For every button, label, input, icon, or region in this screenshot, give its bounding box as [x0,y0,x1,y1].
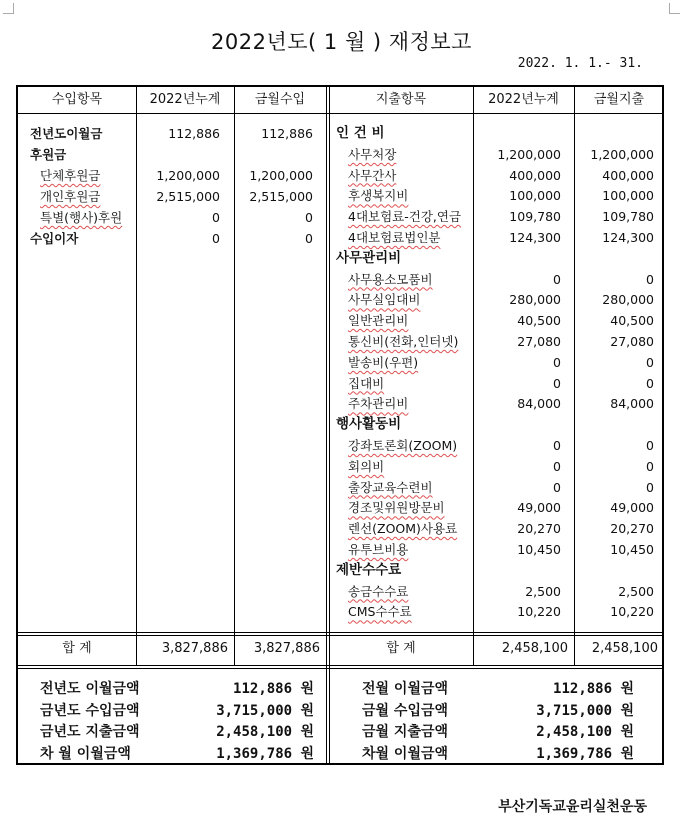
expense-item-label: 4대보험료-건강,연금 [348,209,462,225]
expense-row [18,310,662,331]
header-expense-month: 금월지출 [593,92,645,107]
income-item-label: 특별(행사)후원 [40,210,123,225]
summary-right-label: 전월 이월금액 [362,681,449,697]
expense-row [18,289,662,310]
expense-item-label: 일반관리비 [348,313,409,329]
expense-item-label: 제반수수료 [336,561,402,578]
expense-cum-value: 124,300 [509,230,561,245]
income-item-label: 전년도이월금 [30,126,103,141]
page-corner-mark-left [3,3,14,14]
expense-item-label: 사무용소모품비 [348,271,433,287]
expense-cum-value: 0 [553,458,561,474]
expense-row [18,518,662,539]
expense-row [18,227,662,248]
summary-left-value: 3,715,000 원 [216,702,314,719]
header-expense-item: 지출항목 [375,92,427,107]
expense-row [18,414,662,435]
expense-cum-value: 0 [553,354,561,370]
expense-cum-value: 0 [553,438,561,453]
expense-cum-value: 0 [553,375,561,391]
expense-row [18,560,662,581]
summary-right-label: 금월 수입금액 [362,702,449,719]
expense-item-label: 강좌토론회(ZOOM) [348,438,458,453]
expense-row [18,248,662,269]
report-title: 2022년도( 1 월 ) 재정보고 [211,30,472,54]
summary-left-label: 전년도 이월금액 [40,681,140,697]
expense-month-value: 0 [646,354,654,370]
expense-month-value: 40,500 [610,313,654,329]
expense-row [18,393,662,414]
income-item-label: 후원금 [30,147,67,162]
expense-month-value: 10,450 [610,542,654,557]
income-total-month: 3,827,886 [253,641,320,656]
expense-cum-value: 20,270 [517,521,561,537]
summary-left-value: 1,369,786 원 [216,745,314,762]
expense-cum-value: 0 [553,271,561,287]
expense-item-label: 인 건 비 [336,125,385,141]
expense-cum-value: 27,080 [517,334,561,349]
expense-row [18,331,662,352]
expense-cum-value: 100,000 [509,188,561,204]
expense-cum-value: 1,200,000 [497,146,561,162]
header-income-month: 금월수입 [254,92,306,107]
income-item-label: 수입이자 [30,231,79,246]
summary-right-value: 2,458,100 원 [536,724,634,740]
expense-item-label: 사무관리비 [336,249,402,266]
expense-row [18,206,662,227]
summary-left-value: 2,458,100 원 [216,724,314,740]
expense-item-label: 통신비(전화,인터넷) [348,334,459,349]
expense-month-value: 0 [646,479,654,495]
finance-table [16,85,664,765]
expense-month-value: 0 [646,438,654,453]
organization-name: 부산기독교윤리실천운동 [498,799,647,815]
expense-row [18,123,662,144]
income-item-label: 단체후원금 [40,168,101,183]
expense-month-value: 10,220 [610,604,654,620]
expense-month-value: 400,000 [602,167,654,183]
income-item-label: 개인후원금 [40,189,101,204]
expense-month-value: 20,270 [610,521,654,537]
expense-row [18,456,662,477]
expense-item-label: 4대보험료법인분 [348,230,441,245]
expense-month-value: 124,300 [602,230,654,245]
expense-item-label: 행사활동비 [336,416,402,433]
header-separator [18,113,662,114]
header-expense-cum: 2022년누계 [488,92,559,107]
summary-left-value: 112,886 원 [233,681,314,697]
expense-item-label: 회의비 [348,458,385,474]
report-period: 2022. 1. 1.- 31. [517,56,643,71]
expense-item-label: 사무간사 [348,167,397,183]
summary-right-value: 1,369,786 원 [536,745,634,762]
expense-cum-value: 10,450 [517,542,561,557]
expense-item-label: 후생복지비 [348,188,409,204]
expense-row [18,539,662,560]
expense-month-value: 0 [646,271,654,287]
expense-cum-value: 10,220 [517,604,561,620]
expense-month-value: 280,000 [602,292,654,308]
income-cum-value: 0 [212,231,220,246]
expense-month-value: 109,780 [602,209,654,225]
expense-total-label: 합 계 [386,641,416,656]
expense-item-label: 집대비 [348,375,385,391]
summary-right-label: 차월 이월금액 [362,745,449,762]
expense-row [18,144,662,165]
income-cum-value: 1,200,000 [156,168,220,183]
expense-month-value: 27,080 [610,334,654,349]
expense-month-value: 2,500 [618,583,654,599]
summary-left-label: 금년도 지출금액 [40,724,140,740]
expense-cum-value: 2,500 [525,583,561,599]
income-month-value: 0 [305,210,313,225]
income-cum-value: 0 [212,210,220,225]
expense-row [18,435,662,456]
summary-right-value: 3,715,000 원 [536,702,634,719]
expense-month-value: 0 [646,375,654,391]
expense-item-label: 렌선(ZOOM)사용료 [348,521,458,537]
expense-row [18,185,662,206]
expense-row [18,581,662,602]
income-total-label: 합 계 [62,641,92,656]
expense-row [18,601,662,622]
expense-item-label: 주차관리비 [348,396,409,412]
header-income-item: 수입항목 [51,92,103,107]
expense-item-label: CMS수수료 [348,604,412,620]
expense-cum-value: 84,000 [517,396,561,412]
header-income-cum: 2022년누계 [149,92,221,107]
expense-row [18,269,662,290]
expense-item-label: 경조및위원방문비 [348,500,445,516]
expense-cum-value: 49,000 [517,500,561,516]
income-cum-value: 2,515,000 [156,189,220,204]
income-month-value: 1,200,000 [249,168,313,183]
expense-row [18,497,662,518]
expense-row [18,165,662,186]
summary-left-label: 금년도 수입금액 [40,702,140,719]
expense-month-value: 84,000 [610,396,654,412]
summary-separator [18,668,662,669]
expense-item-label: 발송비(우편) [348,354,419,370]
income-month-value: 0 [305,231,313,246]
page-corner-mark-right [669,3,680,14]
expense-cum-value: 400,000 [509,167,561,183]
expense-month-value: 49,000 [610,500,654,516]
summary-right-label: 금월 지출금액 [362,724,449,740]
expense-month-value: 100,000 [602,188,654,204]
summary-left-label: 차 월 이월금액 [40,745,131,762]
summary-right-value: 112,886 원 [553,681,634,697]
expense-item-label: 송금수수료 [348,583,409,599]
expense-cum-value: 280,000 [509,292,561,308]
expense-cum-value: 40,500 [517,313,561,329]
expense-total-cum: 2,458,100 [501,641,568,656]
expense-item-label: 사무실임대비 [348,292,421,308]
expense-row [18,352,662,373]
expense-item-label: 출장교육수련비 [348,479,433,495]
expense-cum-value: 109,780 [509,209,561,225]
expense-item-label: 유투브비용 [348,542,409,557]
summary-separator [18,665,662,666]
expense-month-value: 1,200,000 [590,146,654,162]
expense-month-value: 0 [646,458,654,474]
income-cum-value: 112,886 [168,126,220,141]
expense-row [18,477,662,498]
income-month-value: 2,515,000 [249,189,313,204]
expense-total-month: 2,458,100 [591,641,658,656]
expense-item-label: 사무처장 [348,146,397,162]
expense-row [18,373,662,394]
income-total-cum: 3,827,886 [161,641,228,656]
expense-cum-value: 0 [553,479,561,495]
income-month-value: 112,886 [261,126,313,141]
